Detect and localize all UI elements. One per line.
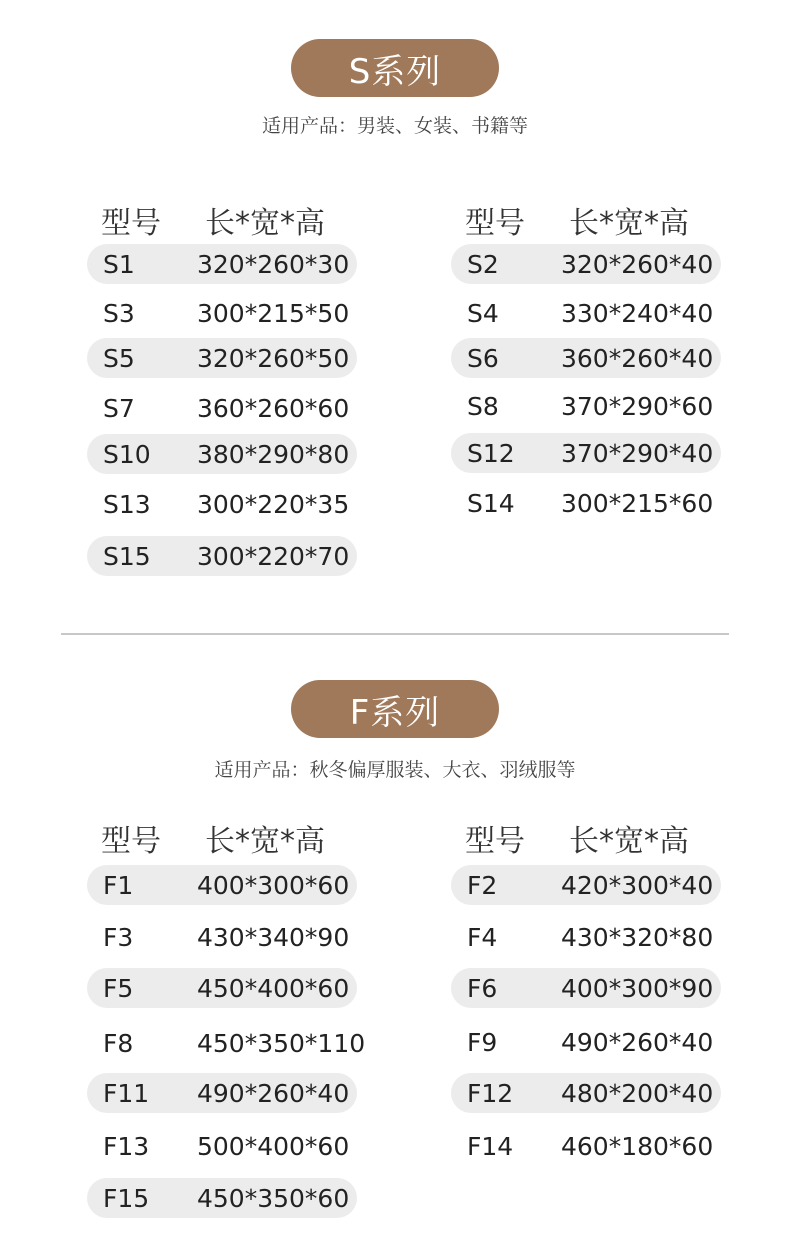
table-row bbox=[87, 388, 357, 428]
dims-cell: 360*260*60 bbox=[197, 394, 350, 423]
header-model: 型号 bbox=[465, 206, 525, 241]
header-dims: 长*宽*高 bbox=[205, 206, 325, 241]
header-model: 型号 bbox=[101, 824, 161, 859]
header-dims: 长*宽*高 bbox=[205, 824, 325, 859]
model-cell: S15 bbox=[103, 542, 151, 571]
f-series-badge: F系列 bbox=[291, 680, 499, 738]
table-header bbox=[451, 198, 721, 241]
dims-cell: 300*215*50 bbox=[197, 299, 350, 328]
table-row bbox=[87, 1178, 357, 1218]
model-cell: F9 bbox=[467, 1028, 498, 1057]
header-dims: 长*宽*高 bbox=[569, 206, 689, 241]
table-row bbox=[451, 968, 721, 1008]
dims-cell: 320*260*50 bbox=[197, 344, 350, 373]
table-header bbox=[451, 816, 721, 859]
table-row bbox=[451, 865, 721, 905]
model-cell: S6 bbox=[467, 344, 499, 373]
table-row bbox=[87, 1126, 357, 1166]
model-cell: F2 bbox=[467, 871, 498, 900]
model-cell: S8 bbox=[467, 392, 499, 421]
model-cell: S14 bbox=[467, 489, 515, 518]
model-cell: S10 bbox=[103, 440, 151, 469]
dims-cell: 300*220*70 bbox=[197, 542, 350, 571]
table-row bbox=[87, 1023, 366, 1063]
table-row bbox=[451, 338, 721, 378]
header-model: 型号 bbox=[101, 206, 161, 241]
model-cell: F12 bbox=[467, 1079, 514, 1108]
section-divider bbox=[61, 633, 729, 635]
dims-cell: 380*290*80 bbox=[197, 440, 350, 469]
dims-cell: 300*215*60 bbox=[561, 489, 714, 518]
dims-cell: 370*290*40 bbox=[561, 439, 714, 468]
table-row bbox=[451, 483, 721, 523]
dims-cell: 500*400*60 bbox=[197, 1132, 350, 1161]
dims-cell: 450*350*110 bbox=[197, 1029, 366, 1058]
s-series-subtitle: 适用产品：男装、女装、书籍等 bbox=[261, 115, 528, 137]
table-row bbox=[451, 1126, 721, 1166]
dims-cell: 450*400*60 bbox=[197, 974, 350, 1003]
dims-cell: 430*340*90 bbox=[197, 923, 350, 952]
dims-cell: 430*320*80 bbox=[561, 923, 714, 952]
dims-cell: 360*260*40 bbox=[561, 344, 714, 373]
model-cell: F15 bbox=[103, 1184, 150, 1213]
table-row bbox=[87, 1073, 357, 1113]
table-row bbox=[451, 244, 721, 284]
dims-cell: 400*300*90 bbox=[561, 974, 714, 1003]
table-row bbox=[87, 917, 357, 957]
f-series-subtitle: 适用产品：秋冬偏厚服装、大衣、羽绒服等 bbox=[214, 759, 576, 781]
header-model: 型号 bbox=[465, 824, 525, 859]
model-cell: F3 bbox=[103, 923, 134, 952]
dims-cell: 490*260*40 bbox=[197, 1079, 350, 1108]
dims-cell: 480*200*40 bbox=[561, 1079, 714, 1108]
dims-cell: 330*240*40 bbox=[561, 299, 714, 328]
table-header bbox=[87, 198, 357, 241]
model-cell: F14 bbox=[467, 1132, 514, 1161]
dims-cell: 460*180*60 bbox=[561, 1132, 714, 1161]
model-cell: S12 bbox=[467, 439, 515, 468]
model-cell: F13 bbox=[103, 1132, 150, 1161]
model-cell: F8 bbox=[103, 1029, 134, 1058]
table-row bbox=[451, 386, 721, 426]
table-row bbox=[87, 865, 357, 905]
dims-cell: 450*350*60 bbox=[197, 1184, 350, 1213]
model-cell: S2 bbox=[467, 250, 499, 279]
model-cell: F6 bbox=[467, 974, 498, 1003]
dims-cell: 370*290*60 bbox=[561, 392, 714, 421]
dims-cell: 320*260*40 bbox=[561, 250, 714, 279]
model-cell: S4 bbox=[467, 299, 499, 328]
table-row bbox=[87, 338, 357, 378]
dims-cell: 420*300*40 bbox=[561, 871, 714, 900]
dims-cell: 490*260*40 bbox=[561, 1028, 714, 1057]
table-row bbox=[87, 293, 357, 333]
header-dims: 长*宽*高 bbox=[569, 824, 689, 859]
s-series-badge: S系列 bbox=[291, 39, 499, 97]
model-cell: S13 bbox=[103, 490, 151, 519]
dims-cell: 400*300*60 bbox=[197, 871, 350, 900]
table-row bbox=[87, 244, 357, 284]
table-header bbox=[87, 816, 357, 859]
table-row bbox=[451, 293, 721, 333]
table-row bbox=[451, 1022, 721, 1062]
table-row bbox=[451, 433, 721, 473]
table-row bbox=[451, 917, 721, 957]
dims-cell: 300*220*35 bbox=[197, 490, 350, 519]
table-row bbox=[87, 484, 357, 524]
model-cell: S5 bbox=[103, 344, 135, 373]
model-cell: F4 bbox=[467, 923, 498, 952]
table-row bbox=[87, 536, 357, 576]
dims-cell: 320*260*30 bbox=[197, 250, 350, 279]
model-cell: S1 bbox=[103, 250, 135, 279]
table-row bbox=[87, 968, 357, 1008]
table-row bbox=[451, 1073, 721, 1113]
model-cell: F11 bbox=[103, 1079, 150, 1108]
table-row bbox=[87, 434, 357, 474]
model-cell: F1 bbox=[103, 871, 134, 900]
model-cell: S7 bbox=[103, 394, 135, 423]
model-cell: S3 bbox=[103, 299, 135, 328]
model-cell: F5 bbox=[103, 974, 134, 1003]
